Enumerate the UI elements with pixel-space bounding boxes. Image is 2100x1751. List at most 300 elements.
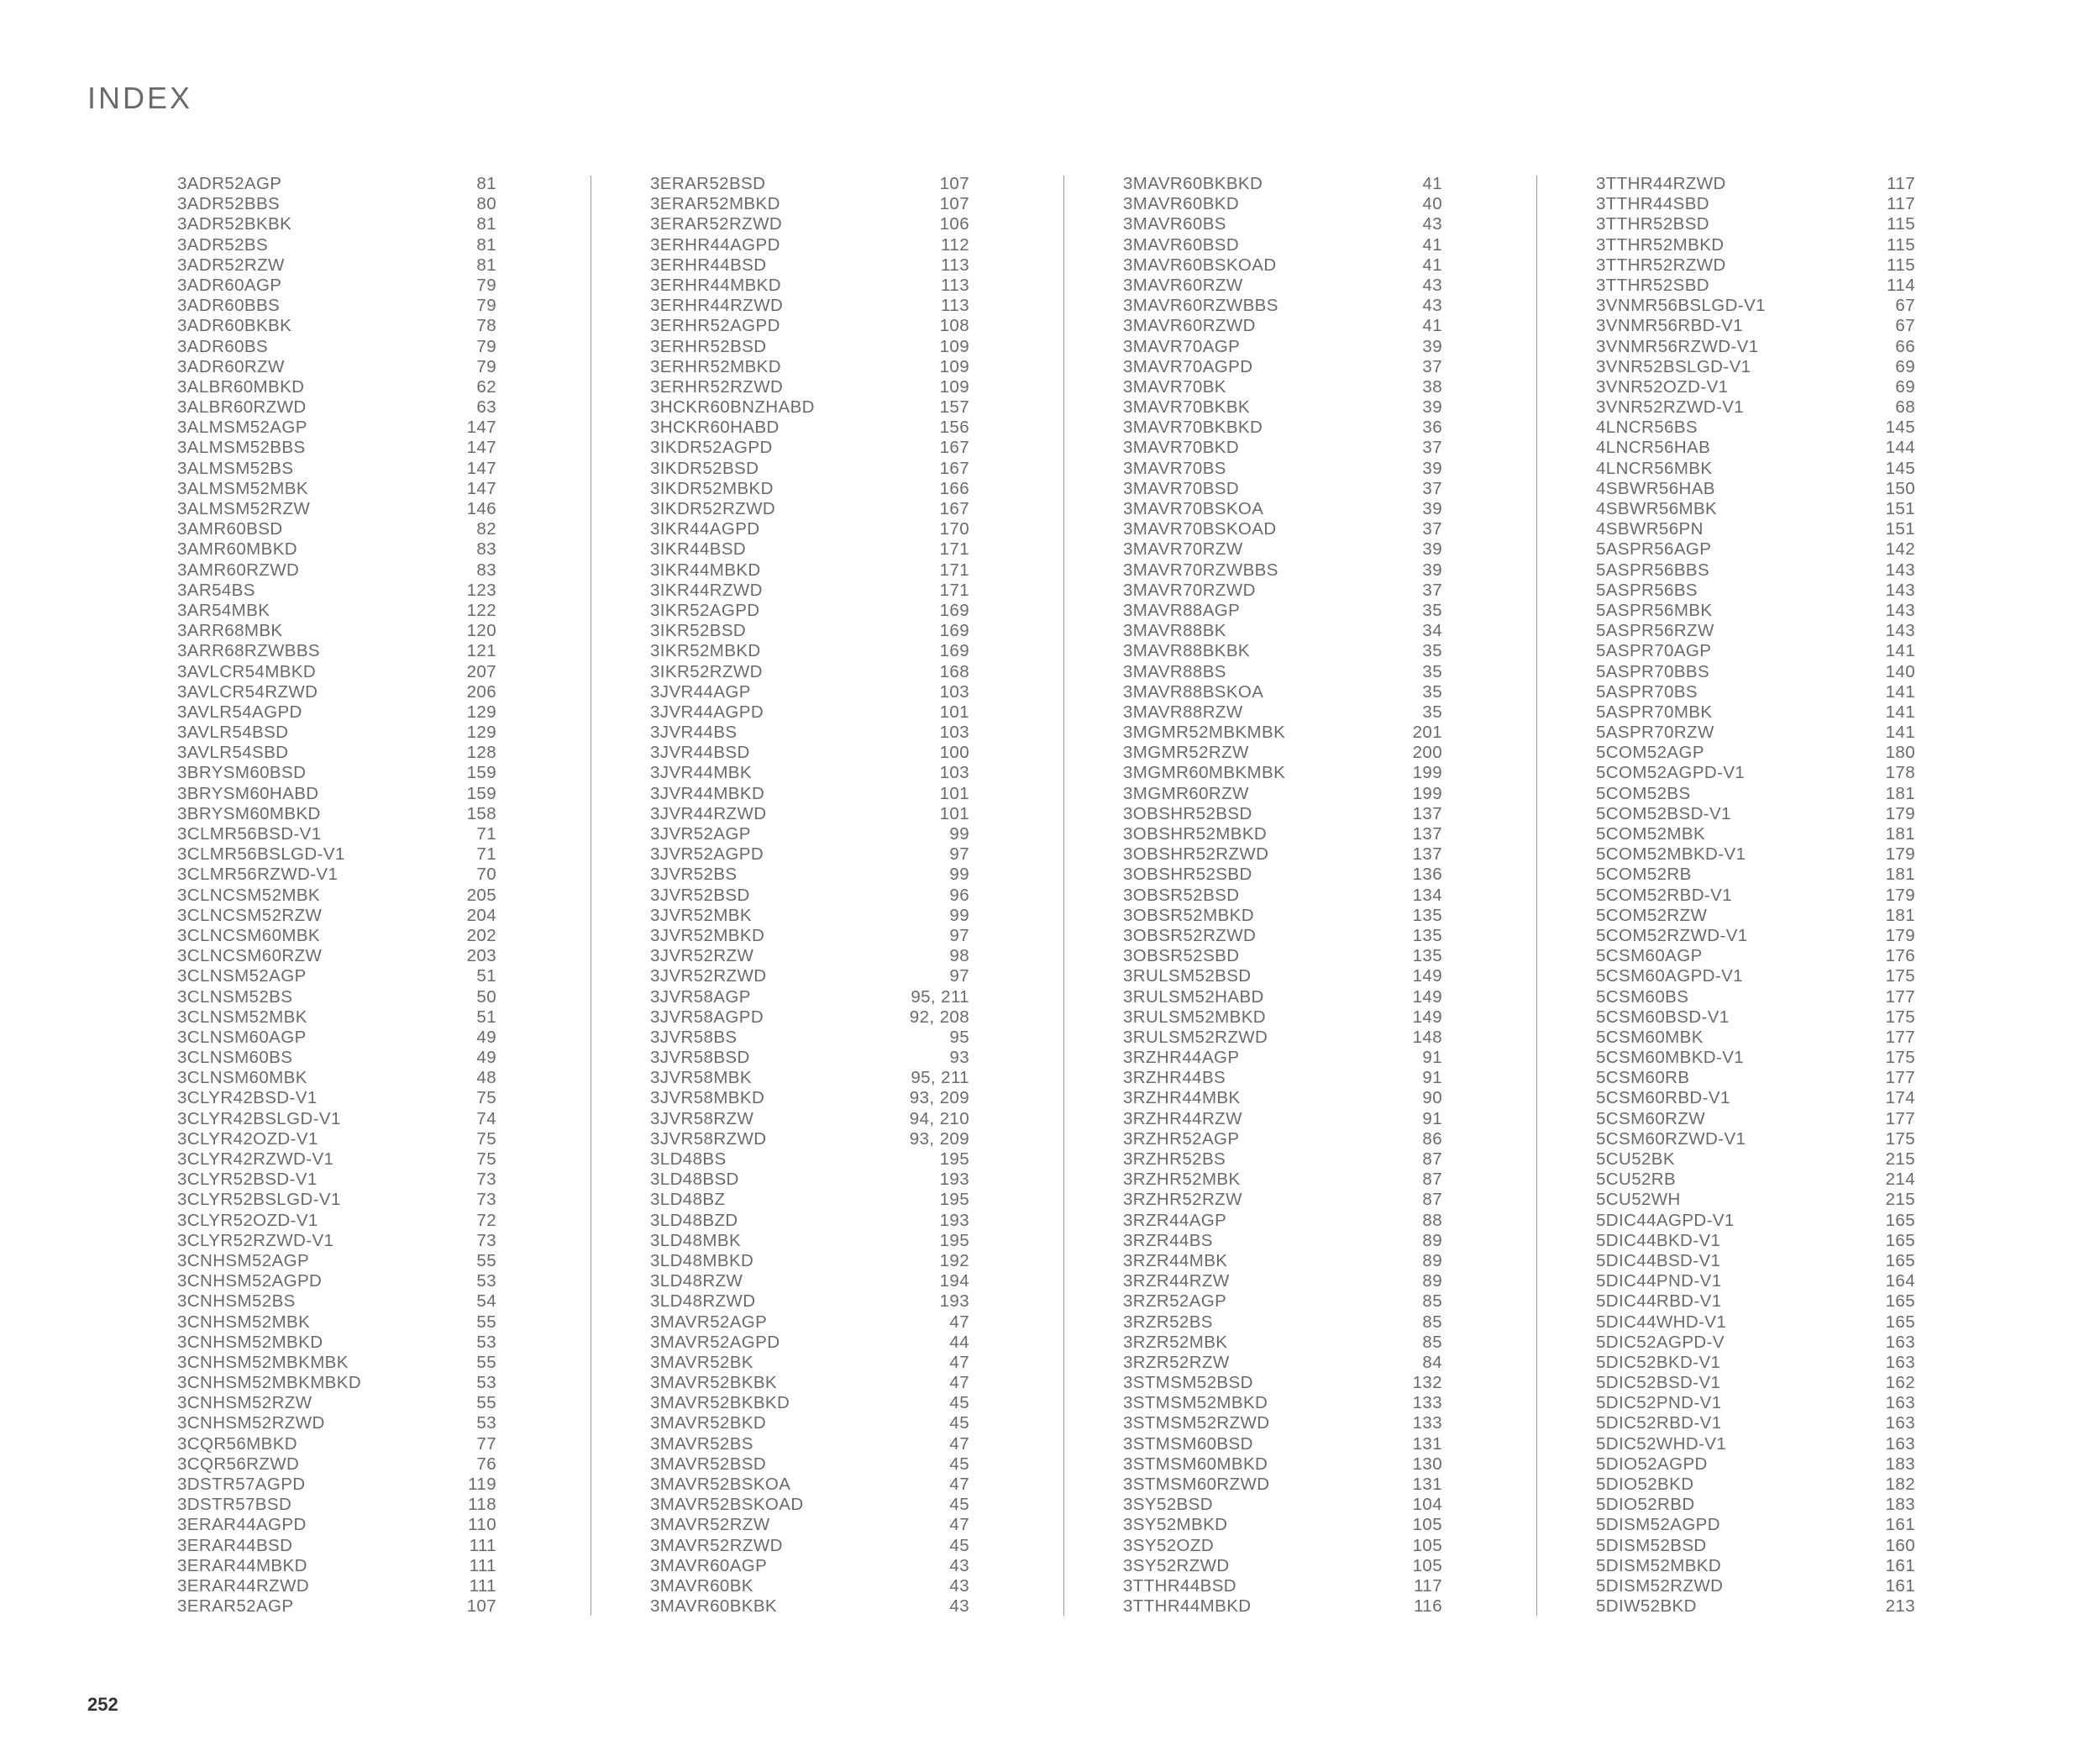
page-reference: 91 (1422, 1048, 1442, 1068)
index-entry (650, 1413, 969, 1433)
product-code: 3MAVR60AGP (650, 1555, 768, 1575)
product-code: 3JVR58MBKD (650, 1088, 765, 1108)
page-reference: 107 (939, 174, 969, 193)
product-code: 3MAVR60RZWBBS (1123, 296, 1278, 316)
product-code: 3CLNSM60BS (177, 1048, 293, 1068)
product-code: 5ASPR70BS (1596, 681, 1698, 702)
product-code: 3MAVR70BKBKD (1123, 418, 1263, 438)
product-code: 3RZR52BS (1123, 1312, 1213, 1332)
product-code: 3ERAR44BSD (177, 1535, 293, 1555)
index-entry (1596, 316, 1915, 336)
product-code: 5DIC44PND-V1 (1596, 1271, 1722, 1291)
product-code: 3RZHR44RZW (1123, 1108, 1242, 1128)
index-entry (1596, 581, 1915, 601)
index-entry (1596, 966, 1915, 986)
product-code: 3ADR60BBS (177, 296, 281, 316)
index-entry (1596, 296, 1915, 316)
product-code: 3MAVR70BKD (1123, 438, 1240, 458)
index-entry (177, 276, 496, 296)
product-code: 5CU52RB (1596, 1170, 1677, 1190)
product-code: 3MAVR70BSD (1123, 478, 1240, 498)
index-entry (650, 1556, 969, 1576)
index-entry (177, 1475, 496, 1495)
index-entry (1596, 784, 1915, 804)
page-reference: 43 (1422, 296, 1442, 316)
index-entry (1123, 784, 1442, 804)
index-entry (177, 1088, 496, 1108)
product-code: 3MAVR52BSKOAD (650, 1495, 804, 1515)
page-reference: 81 (476, 174, 496, 193)
product-code: 3JVR52BSD (650, 885, 750, 905)
index-entry (650, 1048, 969, 1068)
page-reference: 195 (939, 1149, 969, 1169)
index-entry (177, 702, 496, 723)
page-reference: 87 (1422, 1190, 1442, 1210)
page-reference: 99 (949, 824, 969, 844)
index-entry (1123, 377, 1442, 397)
index-entry (1596, 1556, 1915, 1576)
index-entry (1123, 1028, 1442, 1048)
index-entry (1596, 1271, 1915, 1291)
index-entry (1123, 581, 1442, 601)
product-code: 3MAVR60BKBK (650, 1596, 778, 1617)
product-code: 3IKR52MBKD (650, 641, 761, 661)
product-code: 3STMSM52BSD (1123, 1373, 1253, 1393)
page-reference: 47 (949, 1373, 969, 1393)
product-code: 3ADR60BS (177, 336, 269, 356)
index-entry (650, 1251, 969, 1271)
index-entry (1596, 662, 1915, 682)
page-reference: 39 (1422, 458, 1442, 478)
index-entry (1123, 560, 1442, 581)
index-entry (1123, 1129, 1442, 1149)
product-code: 3RZR44MBK (1123, 1250, 1228, 1270)
page-reference: 143 (1885, 580, 1915, 600)
page-reference: 53 (476, 1413, 496, 1433)
index-entry (1123, 966, 1442, 986)
page-reference: 207 (466, 661, 496, 681)
index-entry (650, 357, 969, 377)
index-entry (177, 1434, 496, 1454)
index-entry (177, 1129, 496, 1149)
product-code: 3AVLCR54RZWD (177, 681, 318, 702)
product-code: 5ASPR56AGP (1596, 539, 1712, 560)
page-reference: 100 (939, 743, 969, 763)
index-entry (650, 886, 969, 906)
product-code: 3STMSM52RZWD (1123, 1413, 1270, 1433)
index-entry (177, 357, 496, 377)
product-code: 3OBSR52BSD (1123, 885, 1240, 905)
product-code: 3AVLCR54MBKD (177, 661, 317, 681)
page-reference: 75 (476, 1088, 496, 1108)
product-code: 3ADR60RZW (177, 356, 285, 376)
index-entry (650, 316, 969, 336)
product-code: 3MAVR52BKBKD (650, 1393, 790, 1413)
index-entry (650, 581, 969, 601)
page-reference: 113 (941, 296, 969, 316)
index-entry (1596, 214, 1915, 234)
product-code: 3DSTR57BSD (177, 1495, 292, 1515)
product-code: 3MAVR88BK (1123, 621, 1226, 641)
index-entry (177, 459, 496, 479)
index-entry (1123, 337, 1442, 357)
index-entry (177, 946, 496, 966)
page-reference: 115 (1887, 234, 1915, 255)
page-reference: 175 (1885, 1007, 1915, 1027)
product-code: 3MAVR60BKBKD (1123, 174, 1263, 193)
index-entry (1596, 1007, 1915, 1028)
page-reference: 94, 210 (909, 1108, 969, 1128)
product-code: 3MAVR70BS (1123, 458, 1226, 478)
index-entry (1596, 1088, 1915, 1108)
index-entry (1596, 641, 1915, 661)
page-reference: 206 (466, 681, 496, 702)
page-reference: 85 (1422, 1332, 1442, 1352)
page-reference: 147 (466, 438, 496, 458)
product-code: 3ERHR44BSD (650, 255, 767, 275)
page-reference: 39 (1422, 539, 1442, 560)
page-reference: 90 (1422, 1088, 1442, 1108)
index-entry (1596, 946, 1915, 966)
page-reference: 178 (1885, 763, 1915, 783)
page-reference: 45 (949, 1413, 969, 1433)
page-reference: 134 (1412, 885, 1442, 905)
page-reference: 39 (1422, 499, 1442, 518)
index-entry (1123, 1413, 1442, 1433)
index-entry (1596, 479, 1915, 499)
index-entry (1596, 601, 1915, 621)
page-reference: 107 (466, 1596, 496, 1617)
product-code: 5DISM52AGPD (1596, 1515, 1720, 1535)
product-code: 5ASPR56BS (1596, 580, 1698, 600)
product-code: 3JVR52MBK (650, 905, 752, 925)
index-entry (1123, 702, 1442, 723)
product-code: 3MAVR88RZW (1123, 702, 1243, 722)
product-code: 5DISM52MBKD (1596, 1555, 1722, 1575)
page-reference: 103 (939, 723, 969, 743)
index-entry (1596, 1231, 1915, 1251)
index-entry (1123, 1271, 1442, 1291)
product-code: 3JVR58AGPD (650, 1007, 764, 1027)
index-entry (177, 560, 496, 581)
index-entry (1123, 418, 1442, 438)
product-code: 3SY52RZWD (1123, 1555, 1230, 1575)
index-entry (1596, 1596, 1915, 1617)
index-entry (1123, 235, 1442, 255)
product-code: 3MAVR70RZWD (1123, 580, 1256, 600)
page-reference: 34 (1422, 621, 1442, 641)
index-entry (1123, 357, 1442, 377)
index-entry (1596, 1434, 1915, 1454)
page-reference: 45 (949, 1454, 969, 1474)
index-entry (1123, 1373, 1442, 1393)
product-code: 5DISM52BSD (1596, 1535, 1707, 1555)
index-entry (1123, 1211, 1442, 1231)
page-reference: 147 (466, 458, 496, 478)
product-code: 3RZHR44MBK (1123, 1088, 1241, 1108)
page-reference: 135 (1412, 925, 1442, 945)
index-entry (1596, 1068, 1915, 1088)
page-reference: 51 (476, 966, 496, 986)
page-reference: 141 (1885, 681, 1915, 702)
page-reference: 143 (1885, 600, 1915, 620)
page-reference: 73 (476, 1170, 496, 1190)
product-code: 3IKR44MBKD (650, 560, 761, 580)
product-code: 4LNCR56HAB (1596, 438, 1711, 458)
product-code: 3ERAR44AGPD (177, 1515, 307, 1535)
index-entry (1123, 1393, 1442, 1413)
index-entry (1596, 539, 1915, 560)
page-reference: 47 (949, 1312, 969, 1332)
product-code: 3ALBR60MBKD (177, 376, 305, 397)
product-code: 5COM52RZW (1596, 905, 1708, 925)
product-code: 5ASPR70AGP (1596, 641, 1712, 661)
page-reference: 45 (949, 1393, 969, 1413)
page-reference: 35 (1422, 681, 1442, 702)
product-code: 3BRYSM60MBKD (177, 803, 321, 823)
product-code: 3BRYSM60HABD (177, 783, 319, 803)
product-code: 3ADR52BS (177, 234, 269, 255)
page-reference: 35 (1422, 661, 1442, 681)
product-code: 3STMSM60MBKD (1123, 1454, 1268, 1474)
page-reference: 193 (939, 1291, 969, 1312)
page-reference: 116 (1414, 1596, 1442, 1617)
page-reference: 88 (1422, 1210, 1442, 1230)
product-code: 3ERAR44MBKD (177, 1555, 307, 1575)
index-entry (1123, 459, 1442, 479)
index-entry (1596, 194, 1915, 214)
page-reference: 53 (476, 1373, 496, 1393)
index-entry (177, 906, 496, 926)
page-reference: 37 (1422, 356, 1442, 376)
product-code: 3BRYSM60BSD (177, 763, 307, 783)
page-reference: 70 (476, 865, 496, 885)
product-code: 5COM52AGPD-V1 (1596, 763, 1746, 783)
index-entry (177, 1515, 496, 1535)
product-code: 3MAVR88BKBK (1123, 641, 1251, 661)
index-entry (1123, 662, 1442, 682)
page-reference: 92, 208 (909, 1007, 969, 1027)
page-reference: 165 (1885, 1250, 1915, 1270)
product-code: 3ERAR52BSD (650, 174, 766, 193)
index-entry (177, 1271, 496, 1291)
page-reference: 81 (476, 255, 496, 275)
page-reference: 182 (1885, 1475, 1915, 1494)
page-reference: 79 (476, 336, 496, 356)
index-entry (1596, 1291, 1915, 1312)
product-code: 3CNHSM52MBK (177, 1312, 311, 1332)
product-code: 3IKDR52MBKD (650, 478, 774, 498)
page-reference: 129 (466, 702, 496, 722)
product-code: 3JVR52MBKD (650, 925, 765, 945)
product-code: 3ALMSM52BBS (177, 438, 306, 458)
page-reference: 81 (476, 234, 496, 255)
index-entry (1123, 824, 1442, 844)
index-entry (1596, 865, 1915, 885)
page-reference: 43 (949, 1575, 969, 1596)
product-code: 3RULSM52HABD (1123, 986, 1264, 1007)
page-title: INDEX (87, 81, 193, 115)
index-entry (1596, 174, 1915, 194)
index-entry (1596, 1129, 1915, 1149)
page-reference: 179 (1885, 803, 1915, 823)
index-entry (177, 1231, 496, 1251)
page-reference: 99 (949, 865, 969, 885)
index-entry (177, 641, 496, 661)
index-entry (1596, 763, 1915, 783)
page-reference: 163 (1885, 1393, 1915, 1413)
page-reference: 122 (466, 600, 496, 620)
index-entry (1123, 1556, 1442, 1576)
page-reference: 136 (1412, 865, 1442, 885)
index-column-3 (1123, 174, 1442, 1617)
page-reference: 91 (1422, 1068, 1442, 1088)
index-entry (177, 397, 496, 418)
page-reference: 89 (1422, 1271, 1442, 1291)
index-column-1 (177, 174, 496, 1617)
page-reference: 84 (1422, 1352, 1442, 1372)
page-reference: 141 (1885, 723, 1915, 743)
index-entry (1596, 1251, 1915, 1271)
product-code: 5DIW52BKD (1596, 1596, 1697, 1617)
product-code: 3LD48BZD (650, 1210, 738, 1230)
index-entry (650, 641, 969, 661)
index-entry (1596, 459, 1915, 479)
page-reference: 51 (476, 1007, 496, 1027)
page-reference: 67 (1895, 296, 1915, 316)
page-reference: 151 (1885, 499, 1915, 518)
product-code: 4LNCR56MBK (1596, 458, 1713, 478)
product-code: 3CLYR52RZWD-V1 (177, 1230, 334, 1250)
product-code: 3RZHR44BS (1123, 1068, 1226, 1088)
product-code: 4SBWR56PN (1596, 519, 1704, 539)
index-entry (650, 1475, 969, 1495)
product-code: 3ADR52AGP (177, 174, 282, 193)
page-reference: 117 (1887, 194, 1915, 214)
index-entry (1596, 1312, 1915, 1333)
page-reference: 130 (1412, 1454, 1442, 1474)
product-code: 5DIC52BSD-V1 (1596, 1373, 1721, 1393)
index-entry (1123, 926, 1442, 946)
index-entry (1596, 1333, 1915, 1353)
index-entry (1123, 276, 1442, 296)
product-code: 3JVR44AGP (650, 681, 751, 702)
page-reference: 144 (1885, 438, 1915, 458)
product-code: 3MAVR70BK (1123, 376, 1226, 397)
index-entry (1123, 1515, 1442, 1535)
index-entry (650, 621, 969, 641)
page-reference: 157 (939, 397, 969, 418)
page-reference: 183 (1885, 1495, 1915, 1515)
index-entry (177, 601, 496, 621)
index-entry (650, 601, 969, 621)
page-reference: 165 (1885, 1312, 1915, 1332)
product-code: 5CSM60MBK (1596, 1027, 1704, 1047)
index-entry (1123, 1536, 1442, 1556)
product-code: 3CLNSM52MBK (177, 1007, 307, 1027)
index-entry (1123, 519, 1442, 539)
index-entry (1596, 499, 1915, 519)
index-entry (177, 804, 496, 824)
product-code: 3ERHR44RZWD (650, 296, 784, 316)
index-entry (1123, 1170, 1442, 1190)
page-reference: 99 (949, 905, 969, 925)
index-entry (1123, 539, 1442, 560)
index-entry (1123, 397, 1442, 418)
product-code: 5CSM60RZWD-V1 (1596, 1128, 1746, 1149)
product-code: 4SBWR56HAB (1596, 478, 1715, 498)
index-entry (650, 377, 969, 397)
page-reference: 195 (939, 1230, 969, 1250)
index-entry (650, 539, 969, 560)
page-reference: 55 (476, 1250, 496, 1270)
product-code: 3CLMR56BSD-V1 (177, 824, 322, 844)
index-entry (177, 1393, 496, 1413)
product-code: 3OBSR52RZWD (1123, 925, 1257, 945)
page-reference: 41 (1422, 316, 1442, 336)
product-code: 3LD48BS (650, 1149, 727, 1169)
page-reference: 98 (949, 946, 969, 966)
page-reference: 163 (1885, 1332, 1915, 1352)
index-entry (1596, 1109, 1915, 1129)
index-entry (1123, 906, 1442, 926)
index-entry (177, 1109, 496, 1129)
page-reference: 166 (939, 478, 969, 498)
page-reference: 41 (1422, 174, 1442, 193)
product-code: 3VNR52RZWD-V1 (1596, 397, 1745, 418)
product-code: 3AVLR54AGPD (177, 702, 302, 722)
page-reference: 87 (1422, 1170, 1442, 1190)
product-code: 3MGMR52RZW (1123, 743, 1249, 763)
product-code: 3RZR52RZW (1123, 1352, 1230, 1372)
product-code: 3VNMR56BSLGD-V1 (1596, 296, 1766, 316)
index-entry (650, 194, 969, 214)
product-code: 5ASPR70RZW (1596, 723, 1714, 743)
product-code: 5DIC52PND-V1 (1596, 1393, 1722, 1413)
page-reference: 93, 209 (909, 1128, 969, 1149)
product-code: 3JVR58BS (650, 1027, 738, 1047)
product-code: 3OBSHR52RZWD (1123, 844, 1269, 865)
page-reference: 87 (1422, 1149, 1442, 1169)
index-entry (1123, 1007, 1442, 1028)
product-code: 3MAVR70AGPD (1123, 356, 1253, 376)
index-entry (1596, 1373, 1915, 1393)
page-reference: 47 (949, 1352, 969, 1372)
page-reference: 105 (1412, 1535, 1442, 1555)
index-entry (177, 682, 496, 702)
page-reference: 79 (476, 275, 496, 295)
product-code: 3ERAR52AGP (177, 1596, 294, 1617)
page-reference: 161 (1885, 1555, 1915, 1575)
index-entry (650, 1596, 969, 1617)
product-code: 5CSM60RZW (1596, 1108, 1706, 1128)
index-entry (177, 519, 496, 539)
index-entry (1123, 1576, 1442, 1596)
page-reference: 132 (1412, 1373, 1442, 1393)
index-entry (1123, 316, 1442, 336)
index-entry (1596, 1475, 1915, 1495)
page-reference: 83 (476, 539, 496, 560)
index-entry (1123, 214, 1442, 234)
product-code: 3JVR52AGPD (650, 844, 764, 865)
product-code: 3SY52MBKD (1123, 1515, 1228, 1535)
index-entry (650, 804, 969, 824)
page-reference: 97 (949, 844, 969, 865)
product-code: 3LD48RZWD (650, 1291, 756, 1312)
index-entry (177, 377, 496, 397)
index-entry (1596, 824, 1915, 844)
product-code: 3TTHR52MBKD (1596, 234, 1725, 255)
